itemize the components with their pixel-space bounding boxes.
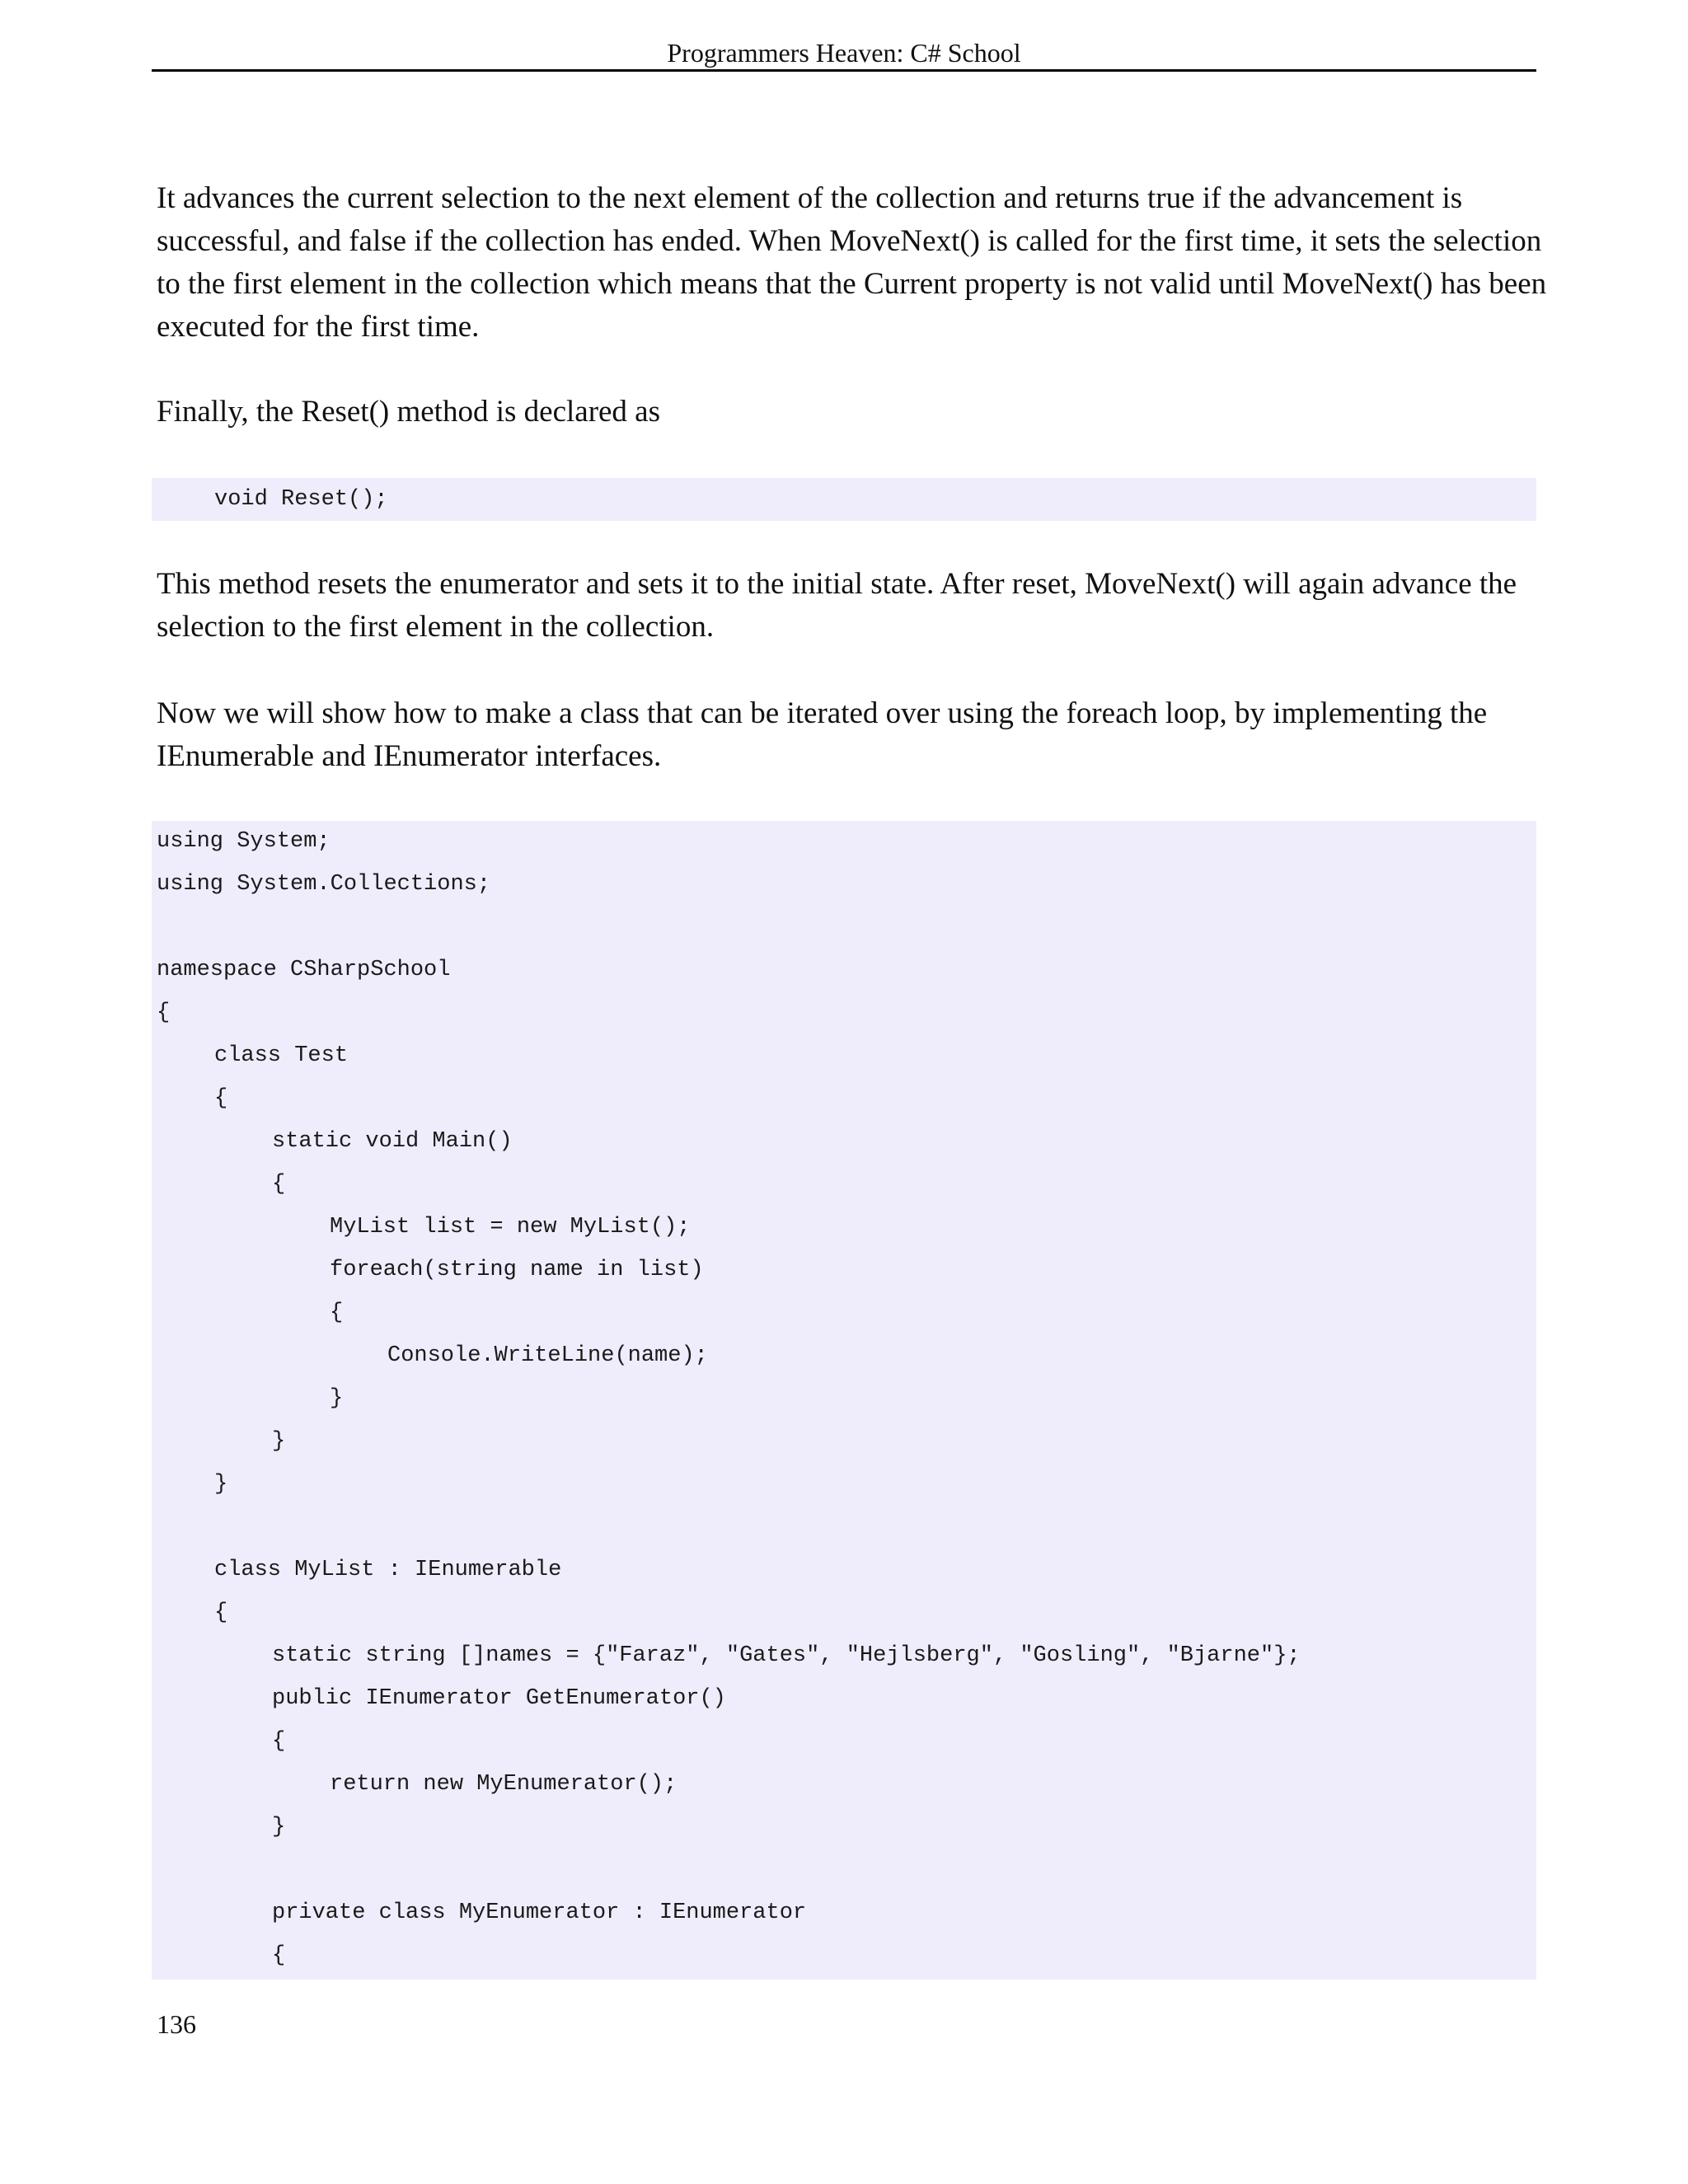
code-line: { <box>272 1943 286 1968</box>
code-block-mylist-example <box>152 821 1536 1980</box>
code-line: { <box>272 1172 286 1197</box>
text-line: executed for the first time. <box>157 310 480 344</box>
header-rule <box>152 69 1536 72</box>
code-line: using System; <box>157 829 331 854</box>
paragraph-reset-intro <box>157 391 1541 434</box>
code-line: private class MyEnumerator : IEnumerator <box>272 1900 807 1925</box>
code-line: } <box>214 1472 228 1497</box>
code-line: static void Main() <box>272 1129 513 1154</box>
code-line: return new MyEnumerator(); <box>330 1772 678 1797</box>
code-line: namespace CSharpSchool <box>157 958 451 982</box>
code-line: static string []names = {"Faraz", "Gates", "Hejlsberg", "Gosling", "Bjarne"}; <box>272 1643 1301 1668</box>
text-line: It advances the current selection to the next element of the collection and returns true if the advancement is <box>157 181 1463 215</box>
code-line: class MyList : IEnumerable <box>214 1558 562 1582</box>
code-line: { <box>272 1729 286 1754</box>
code-line: } <box>330 1386 344 1411</box>
code-line: void Reset(); <box>214 487 388 512</box>
text-line: to the first element in the collection which means that the Current property is not valid until MoveNext() has been <box>157 267 1547 301</box>
code-block-reset <box>152 478 1536 521</box>
code-line: Console.WriteLine(name); <box>387 1343 708 1368</box>
paragraph-reset-description <box>157 563 1541 649</box>
code-line: foreach(string name in list) <box>330 1258 704 1282</box>
code-line: MyList list = new MyList(); <box>330 1215 691 1240</box>
running-header: Programmers Heaven: C# School <box>667 38 1021 68</box>
code-line: class Test <box>214 1043 349 1068</box>
text-line: Finally, the Reset() method is declared as <box>157 395 661 429</box>
code-line: { <box>157 1001 171 1025</box>
code-line: { <box>214 1601 228 1625</box>
page-number: 136 <box>157 2009 196 2039</box>
paragraph-movenext-description <box>157 177 1547 349</box>
code-line: { <box>330 1301 344 1325</box>
text-line: This method resets the enumerator and sets it to the initial state. After reset, MoveNext() will again advance the <box>157 567 1517 601</box>
text-line: successful, and false if the collection has ended. When MoveNext() is called for the first time, it sets the selection <box>157 224 1542 258</box>
code-line: } <box>272 1429 286 1454</box>
code-line: { <box>214 1086 228 1111</box>
code-line: using System.Collections; <box>157 872 491 897</box>
text-line: IEnumerable and IEnumerator interfaces. <box>157 739 662 773</box>
code-line: public IEnumerator GetEnumerator() <box>272 1686 726 1711</box>
text-line: selection to the first element in the collection. <box>157 610 715 644</box>
code-line: } <box>272 1815 286 1840</box>
paragraph-foreach-intro <box>157 692 1541 778</box>
text-line: Now we will show how to make a class that can be iterated over using the foreach loop, by implementing the <box>157 696 1488 730</box>
